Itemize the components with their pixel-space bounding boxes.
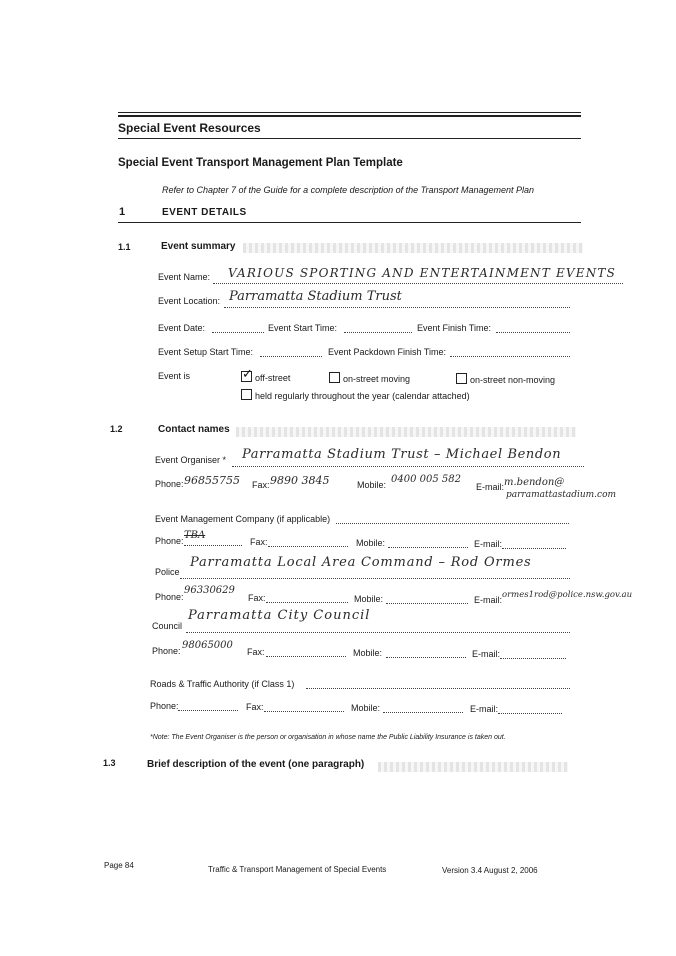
- org-email-label: E-mail:: [476, 482, 505, 492]
- rta-email-line[interactable]: [498, 713, 562, 714]
- s13-title: Brief description of the event (one paragraph): [147, 759, 365, 770]
- emc-mobile-label: Mobile:: [356, 538, 386, 548]
- police-value[interactable]: Parramatta Local Area Command – Rod Ormes: [190, 555, 532, 570]
- event-name-value[interactable]: VARIOUS SPORTING AND ENTERTAINMENT EVENTS: [228, 266, 617, 280]
- event-start-label: Event Start Time:: [268, 323, 338, 333]
- nonmoving-label: on-street non-moving: [470, 375, 556, 385]
- section-rule: [118, 138, 581, 139]
- s12-smudge: [236, 427, 576, 437]
- opt-regular[interactable]: [241, 389, 470, 401]
- emc-phone-value[interactable]: TBA: [184, 530, 206, 541]
- police-email-value[interactable]: ormes1rod@police.nsw.gov.au: [502, 590, 633, 600]
- s11-num: 1.1: [118, 242, 131, 252]
- org-email-value-2[interactable]: parramattastadium.com: [506, 490, 617, 500]
- emc-label: Event Management Company (if applicable): [155, 514, 331, 524]
- moving-label: on-street moving: [343, 374, 411, 384]
- council-label: Council: [152, 621, 183, 631]
- setup-label: Event Setup Start Time:: [158, 347, 254, 357]
- s13-smudge: [378, 762, 568, 772]
- police-phone-value[interactable]: 96330629: [184, 585, 235, 596]
- event-finish-line[interactable]: [496, 332, 570, 333]
- organiser-label: Event Organiser *: [155, 455, 227, 465]
- footer-center: Traffic & Transport Management of Special Events: [208, 865, 387, 874]
- council-line: [186, 632, 570, 633]
- footer-page: Page 84: [104, 861, 134, 870]
- council-phone-label: Phone:: [152, 646, 181, 656]
- doc-title: Special Event Transport Management Plan Template: [118, 157, 403, 169]
- event-date-line[interactable]: [212, 332, 264, 333]
- org-fax-value[interactable]: 9890 3845: [270, 474, 330, 487]
- event-location-line: [224, 307, 570, 308]
- emc-phone-label: Phone:: [155, 536, 184, 546]
- event-start-line[interactable]: [344, 332, 412, 333]
- police-mobile-line[interactable]: [386, 603, 468, 604]
- offstreet-checkbox[interactable]: [241, 371, 252, 382]
- council-fax-line[interactable]: [266, 656, 346, 657]
- council-value[interactable]: Parramatta City Council: [188, 608, 371, 623]
- opt-offstreet[interactable]: [241, 371, 290, 383]
- rta-phone-line[interactable]: [178, 710, 238, 711]
- s11-title: Event summary: [161, 241, 236, 252]
- s11-smudge: [243, 243, 583, 253]
- rta-line[interactable]: [306, 688, 570, 689]
- emc-fax-line[interactable]: [268, 546, 348, 547]
- regular-label: held regularly throughout the year (calendar attached): [255, 391, 470, 401]
- s12-title: Contact names: [158, 424, 230, 435]
- nonmoving-checkbox[interactable]: [456, 373, 467, 384]
- rta-mobile-label: Mobile:: [351, 703, 381, 713]
- emc-phone-line[interactable]: [184, 545, 242, 546]
- s12-num: 1.2: [110, 424, 123, 434]
- emc-line[interactable]: [336, 523, 569, 524]
- setup-line[interactable]: [260, 356, 322, 357]
- emc-email-label: E-mail:: [474, 539, 503, 549]
- event-finish-label: Event Finish Time:: [417, 323, 492, 333]
- police-label: Police: [155, 567, 180, 577]
- police-line: [180, 578, 570, 579]
- rta-fax-line[interactable]: [264, 711, 344, 712]
- council-fax-label: Fax:: [247, 647, 265, 657]
- packdown-line[interactable]: [450, 356, 570, 357]
- org-mobile-value[interactable]: 0400 005 582: [391, 474, 461, 485]
- event-name-line: [213, 283, 623, 284]
- packdown-label: Event Packdown Finish Time:: [328, 347, 447, 357]
- organiser-note: *Note: The Event Organiser is the person or organisation in whose name the Public Liability Insurance is taken out.: [150, 734, 506, 741]
- event-name-label: Event Name:: [158, 272, 211, 282]
- rta-phone-label: Phone:: [150, 701, 179, 711]
- police-phone-label: Phone:: [155, 592, 184, 602]
- council-mobile-label: Mobile:: [353, 648, 383, 658]
- council-email-label: E-mail:: [472, 649, 501, 659]
- police-email-label: E-mail:: [474, 595, 503, 605]
- org-mobile-label: Mobile:: [357, 480, 387, 490]
- rta-mobile-line[interactable]: [383, 712, 463, 713]
- police-fax-label: Fax:: [248, 593, 266, 603]
- refer-note: Refer to Chapter 7 of the Guide for a complete description of the Transport Management Plan: [162, 185, 535, 195]
- s13-num: 1.3: [103, 758, 116, 768]
- event-location-label: Event Location:: [158, 296, 221, 306]
- rta-label: Roads & Traffic Authority (if Class 1): [150, 679, 295, 689]
- top-rule: [118, 112, 581, 113]
- top-rule-thick: [118, 115, 581, 117]
- regular-checkbox[interactable]: [241, 389, 252, 400]
- section1-rule: [118, 222, 581, 223]
- org-phone-value[interactable]: 96855755: [184, 474, 240, 487]
- opt-onstreet-moving[interactable]: [329, 372, 410, 384]
- emc-fax-label: Fax:: [250, 537, 268, 547]
- police-fax-line[interactable]: [266, 602, 348, 603]
- section1-num: 1: [119, 206, 126, 218]
- event-location-value[interactable]: Parramatta Stadium Trust: [229, 289, 402, 304]
- offstreet-label: off-street: [255, 373, 291, 383]
- section-title: Special Event Resources: [118, 121, 261, 135]
- emc-email-line[interactable]: [502, 548, 566, 549]
- rta-fax-label: Fax:: [246, 702, 264, 712]
- council-phone-value[interactable]: 98065000: [182, 640, 233, 651]
- organiser-value[interactable]: Parramatta Stadium Trust – Michael Bendon: [242, 447, 562, 462]
- opt-onstreet-nonmoving[interactable]: [456, 373, 555, 385]
- event-date-label: Event Date:: [158, 323, 206, 333]
- org-fax-label: Fax:: [252, 480, 270, 490]
- council-mobile-line[interactable]: [386, 657, 466, 658]
- event-is-label: Event is: [158, 371, 191, 381]
- rta-email-label: E-mail:: [470, 704, 499, 714]
- emc-mobile-line[interactable]: [388, 547, 468, 548]
- org-email-value-1[interactable]: m.bendon@: [504, 477, 565, 488]
- organiser-line: [232, 466, 584, 467]
- section1-title: EVENT DETAILS: [162, 207, 247, 218]
- org-phone-label: Phone:: [155, 479, 184, 489]
- footer-version: Version 3.4 August 2, 2006: [442, 866, 538, 875]
- moving-checkbox[interactable]: [329, 372, 340, 383]
- police-mobile-label: Mobile:: [354, 594, 384, 604]
- council-email-line[interactable]: [500, 658, 566, 659]
